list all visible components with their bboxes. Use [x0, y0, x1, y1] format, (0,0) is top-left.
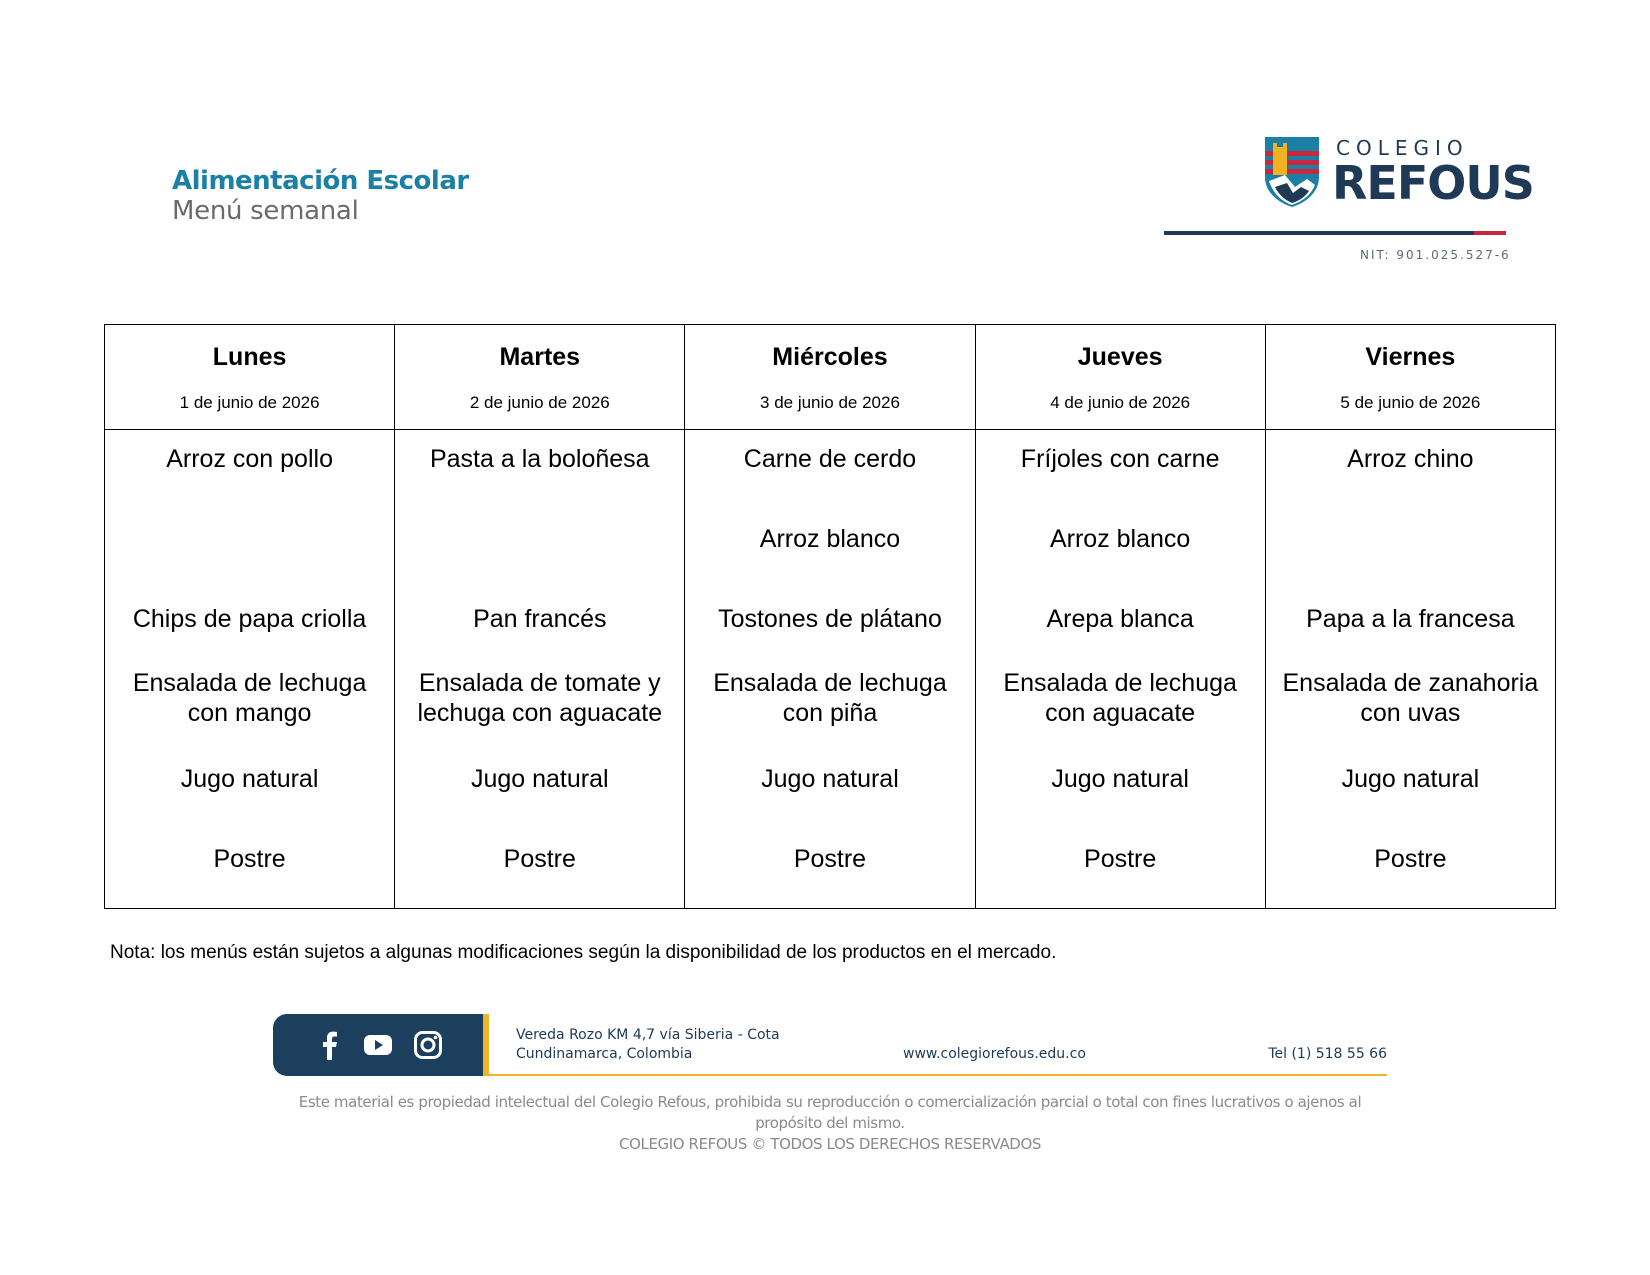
logo-divider-accent — [1474, 231, 1506, 235]
menu-item-side: Arroz blanco — [759, 525, 901, 553]
logo-nit: NIT: 901.025.527-6 — [1360, 248, 1511, 262]
day-header-thursday — [975, 325, 1265, 430]
day-date: 1 de junio de 2026 — [179, 393, 320, 412]
menu-item-starch: Arepa blanca — [1046, 605, 1194, 633]
menu-item-dessert: Postre — [213, 845, 286, 873]
menu-item-side: Arroz blanco — [1049, 525, 1191, 553]
day-header-friday — [1265, 325, 1555, 430]
document-title: Alimentación Escolar — [172, 166, 469, 196]
day-date: 2 de junio de 2026 — [469, 393, 610, 412]
menu-item-starch: Chips de papa criolla — [132, 605, 367, 633]
footer-phone: Tel (1) 518 55 66 — [1268, 1046, 1387, 1062]
day-name: Lunes — [212, 343, 287, 371]
menu-item-drink: Jugo natural — [761, 765, 899, 793]
table-header-row — [105, 325, 1556, 430]
menu-item-salad: Ensalada de zanahoria con uvas — [1282, 669, 1539, 727]
day-name: Viernes — [1365, 343, 1456, 371]
menu-cell-tuesday — [395, 430, 685, 909]
menu-item-drink: Jugo natural — [470, 765, 609, 793]
logo-divider — [1164, 231, 1474, 235]
table-menu-row — [105, 430, 1556, 909]
footer-gold-divider — [483, 1014, 489, 1076]
day-name: Jueves — [1077, 343, 1163, 371]
menu-item-dessert: Postre — [503, 845, 576, 873]
menu-cell-monday — [105, 430, 395, 909]
menu-item-drink: Jugo natural — [1051, 765, 1189, 793]
menu-item-main: Arroz chino — [1347, 445, 1474, 473]
menu-item-main: Pasta a la boloñesa — [429, 445, 650, 473]
school-logo — [1160, 132, 1534, 262]
menu-item-salad: Ensalada de lechuga con mango — [132, 669, 367, 727]
logo-colegio-text: COLEGIO — [1336, 136, 1469, 160]
menu-item-main: Fríjoles con carne — [1020, 445, 1220, 473]
menu-item-drink: Jugo natural — [180, 765, 319, 793]
footer-social-panel — [273, 1014, 483, 1076]
menu-cell-wednesday — [685, 430, 975, 909]
day-header-wednesday — [685, 325, 975, 430]
shield-icon — [1265, 137, 1319, 207]
menu-cell-thursday — [975, 430, 1265, 909]
menu-item-starch: Pan francés — [473, 605, 607, 633]
day-date: 3 de junio de 2026 — [760, 393, 900, 412]
address-line-2: Cundinamarca, Colombia — [516, 1046, 693, 1062]
disclaimer-line-2: COLEGIO REFOUS © TODOS LOS DERECHOS RESERVADOS — [619, 1135, 1041, 1153]
document-title-block — [172, 166, 469, 226]
menu-item-dessert: Postre — [793, 845, 867, 873]
menu-item-salad: Ensalada de tomate y lechuga con aguacate — [417, 669, 663, 727]
day-header-monday — [105, 325, 395, 430]
logo-name-text: REFOUS — [1332, 156, 1534, 210]
footer-underline — [489, 1074, 1387, 1076]
day-date: 4 de junio de 2026 — [1050, 393, 1191, 412]
day-header-tuesday — [395, 325, 685, 430]
menu-item-starch: Papa a la francesa — [1306, 605, 1515, 633]
facebook-icon[interactable] — [315, 1030, 345, 1060]
instagram-icon[interactable] — [413, 1030, 443, 1060]
menu-item-starch: Tostones de plátano — [718, 605, 942, 633]
footer-address — [516, 1026, 780, 1064]
day-name: Martes — [499, 343, 581, 371]
footer-bar — [273, 1014, 1387, 1078]
menu-item-drink: Jugo natural — [1341, 765, 1480, 793]
menu-item-main: Carne de cerdo — [743, 445, 917, 473]
menu-item-main: Arroz con pollo — [166, 445, 333, 473]
menu-item-dessert: Postre — [1084, 845, 1157, 873]
day-date: 5 de junio de 2026 — [1340, 393, 1481, 412]
menu-item-dessert: Postre — [1374, 845, 1447, 873]
menu-item-salad: Ensalada de lechuga con aguacate — [1003, 669, 1237, 727]
footer-website-link[interactable]: www.colegiorefous.edu.co — [903, 1046, 1086, 1062]
disclaimer-line-1: Este material es propiedad intelectual del Colegio Refous, prohibida su reproducción o comercialización parcial o total con fines lucrativos o ajenos al propósito del mismo. — [298, 1093, 1362, 1132]
weekly-menu-table — [104, 324, 1556, 909]
youtube-icon[interactable] — [363, 1030, 393, 1060]
day-name: Miércoles — [772, 343, 888, 371]
menu-note: Nota: los menús están sujetos a algunas modificaciones según la disponibilidad de los productos en el mercado. — [110, 942, 1057, 963]
menu-cell-friday — [1265, 430, 1555, 909]
footer-disclaimer — [273, 1092, 1387, 1155]
menu-item-salad: Ensalada de lechuga con piña — [713, 669, 947, 727]
document-subtitle: Menú semanal — [172, 196, 359, 226]
address-line-1: Vereda Rozo KM 4,7 vía Siberia - Cota — [516, 1027, 780, 1043]
